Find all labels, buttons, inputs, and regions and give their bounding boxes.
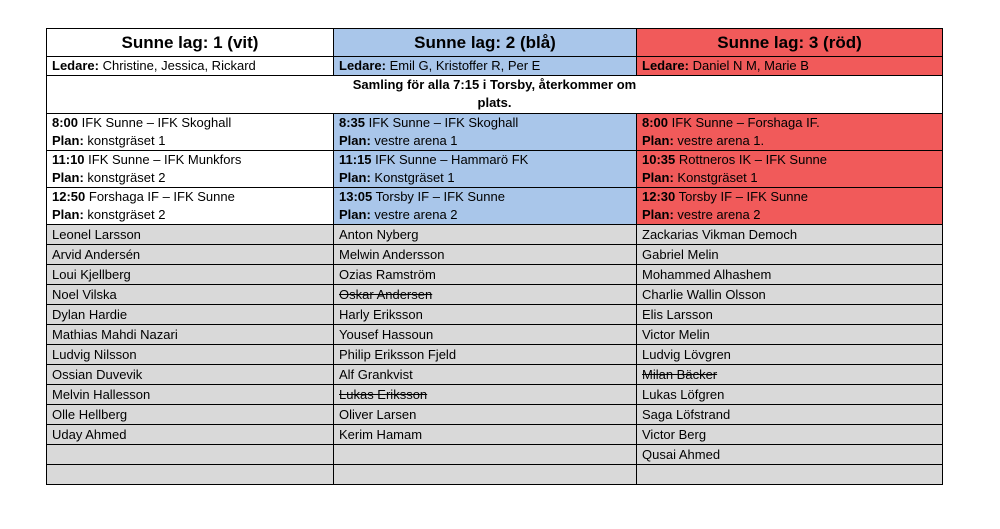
- player-name: Saga Löfstrand: [637, 405, 943, 425]
- player-row: [47, 425, 943, 445]
- match-time: 8:00: [52, 115, 79, 130]
- match-cell: [637, 151, 943, 188]
- match-cell: [47, 114, 334, 151]
- player-name: Ossian Duvevik: [47, 365, 334, 385]
- match-teams: IFK Sunne – IFK Munkfors: [88, 152, 242, 167]
- samling-row: [47, 76, 943, 114]
- player-row: [47, 405, 943, 425]
- player-row: [47, 325, 943, 345]
- match-cell: [637, 114, 943, 151]
- leaders-row: [47, 57, 943, 76]
- plan-label: Plan:: [52, 133, 84, 148]
- match-teams: IFK Sunne – IFK Skoghall: [368, 115, 519, 130]
- player-name: Kerim Hamam: [334, 425, 637, 445]
- match-teams: Torsby IF – IFK Sunne: [375, 189, 505, 204]
- plan-label: Plan:: [52, 170, 84, 185]
- team-3-leaders: [637, 57, 943, 76]
- player-name: [47, 445, 334, 465]
- match-cell: [47, 151, 334, 188]
- player-name: Arvid Andersén: [47, 245, 334, 265]
- player-name: Gabriel Melin: [637, 245, 943, 265]
- player-name: [637, 465, 943, 485]
- player-name: Dylan Hardie: [47, 305, 334, 325]
- match-plan: vestre arena 2: [374, 207, 458, 222]
- leader-label: Ledare:: [52, 58, 99, 73]
- match-plan: Konstgräset 1: [374, 170, 455, 185]
- player-row: [47, 245, 943, 265]
- leader-names: Emil G, Kristoffer R, Per E: [389, 58, 541, 73]
- match-time: 8:00: [642, 115, 669, 130]
- plan-label: Plan:: [339, 207, 371, 222]
- player-name: Noel Vilska: [47, 285, 334, 305]
- match-time: 8:35: [339, 115, 366, 130]
- match-plan: konstgräset 2: [87, 170, 166, 185]
- plan-label: Plan:: [339, 133, 371, 148]
- player-row: [47, 445, 943, 465]
- plan-label: Plan:: [339, 170, 371, 185]
- team-2-title: Sunne lag: 2 (blå): [334, 29, 637, 57]
- match-cell: [334, 188, 637, 225]
- match-plan: vestre arena 1.: [677, 133, 765, 148]
- match-teams: IFK Sunne – Hammarö FK: [375, 152, 529, 167]
- player-name: Lukas Löfgren: [637, 385, 943, 405]
- player-row: [47, 305, 943, 325]
- match-teams: IFK Sunne – Forshaga IF.: [671, 115, 820, 130]
- leader-label: Ledare:: [642, 58, 689, 73]
- match-cell: [637, 188, 943, 225]
- team-header-row: [47, 29, 943, 57]
- player-name: [47, 465, 334, 485]
- match-teams: Forshaga IF – IFK Sunne: [88, 189, 235, 204]
- team-roster-table: [46, 28, 943, 485]
- plan-label: Plan:: [52, 207, 84, 222]
- match-row: [47, 151, 943, 188]
- player-name: Ozias Ramström: [334, 265, 637, 285]
- match-plan: konstgräset 2: [87, 207, 166, 222]
- player-name: Milan Bäcker: [637, 365, 943, 385]
- leader-names: Christine, Jessica, Rickard: [102, 58, 256, 73]
- leader-label: Ledare:: [339, 58, 386, 73]
- match-teams: IFK Sunne – IFK Skoghall: [81, 115, 232, 130]
- match-plan: konstgräset 1: [87, 133, 166, 148]
- match-plan: vestre arena 2: [677, 207, 761, 222]
- player-name: Harly Eriksson: [334, 305, 637, 325]
- match-cell: [334, 114, 637, 151]
- player-name: Anton Nyberg: [334, 225, 637, 245]
- match-cell: [334, 151, 637, 188]
- match-time: 12:30: [642, 189, 676, 204]
- player-name: Philip Eriksson Fjeld: [334, 345, 637, 365]
- player-name: Oliver Larsen: [334, 405, 637, 425]
- player-name: Lukas Eriksson: [334, 385, 637, 405]
- player-name: Olle Hellberg: [47, 405, 334, 425]
- player-name: Melvin Hallesson: [47, 385, 334, 405]
- match-time: 11:15: [339, 152, 372, 167]
- player-name: Alf Grankvist: [334, 365, 637, 385]
- match-time: 12:50: [52, 189, 86, 204]
- player-name: [334, 445, 637, 465]
- match-row: [47, 114, 943, 151]
- match-time: 10:35: [642, 152, 676, 167]
- player-name: Ludvig Nilsson: [47, 345, 334, 365]
- player-name: Leonel Larsson: [47, 225, 334, 245]
- player-row: [47, 225, 943, 245]
- player-name: Charlie Wallin Olsson: [637, 285, 943, 305]
- player-name: Victor Melin: [637, 325, 943, 345]
- match-row: [47, 188, 943, 225]
- player-name: Elis Larsson: [637, 305, 943, 325]
- match-teams: Torsby IF – IFK Sunne: [678, 189, 808, 204]
- player-name: Qusai Ahmed: [637, 445, 943, 465]
- player-name: Victor Berg: [637, 425, 943, 445]
- player-name: [334, 465, 637, 485]
- player-name: Ludvig Lövgren: [637, 345, 943, 365]
- player-name: Oskar Andersen: [334, 285, 637, 305]
- player-name: Loui Kjellberg: [47, 265, 334, 285]
- player-row: [47, 385, 943, 405]
- match-teams: Rottneros IK – IFK Sunne: [678, 152, 828, 167]
- player-row: [47, 285, 943, 305]
- player-row: [47, 365, 943, 385]
- player-name: Uday Ahmed: [47, 425, 334, 445]
- player-row: [47, 265, 943, 285]
- player-name: Zackarias Vikman Democh: [637, 225, 943, 245]
- match-cell: [47, 188, 334, 225]
- player-name: Mathias Mahdi Nazari: [47, 325, 334, 345]
- match-time: 13:05: [339, 189, 373, 204]
- team-1-title: Sunne lag: 1 (vit): [47, 29, 334, 57]
- player-name: Yousef Hassoun: [334, 325, 637, 345]
- match-plan: vestre arena 1: [374, 133, 458, 148]
- plan-label: Plan:: [642, 133, 674, 148]
- plan-label: Plan:: [642, 207, 674, 222]
- team-3-title: Sunne lag: 3 (röd): [637, 29, 943, 57]
- team-2-leaders: [334, 57, 637, 76]
- match-time: 11:10: [52, 152, 85, 167]
- roster-body: [47, 29, 943, 485]
- plan-label: Plan:: [642, 170, 674, 185]
- leader-names: Daniel N M, Marie B: [692, 58, 809, 73]
- player-row: [47, 465, 943, 485]
- samling-note: Samling för alla 7:15 i Torsby, återkommer om plats.: [47, 76, 943, 114]
- player-row: [47, 345, 943, 365]
- match-plan: Konstgräset 1: [677, 170, 758, 185]
- player-name: Melwin Andersson: [334, 245, 637, 265]
- player-name: Mohammed Alhashem: [637, 265, 943, 285]
- team-1-leaders: [47, 57, 334, 76]
